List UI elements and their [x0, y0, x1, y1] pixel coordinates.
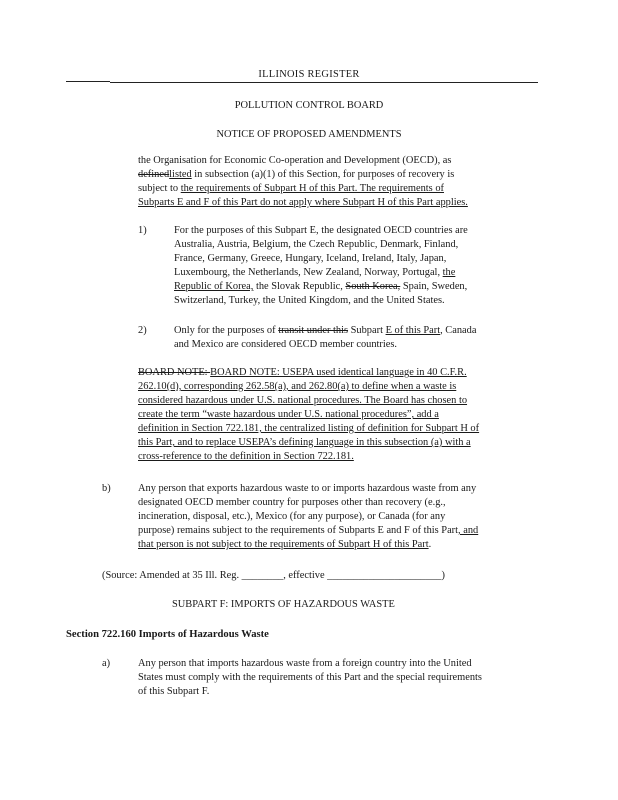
deleted-text: transit under this — [278, 325, 349, 336]
inserted-text: that person is not subject to the requirements of Subpart H of this Part — [138, 539, 429, 550]
source-note: (Source: Amended at 35 Ill. Reg. ________, effective ______________________) — [102, 570, 445, 581]
para-b-line-5 — [138, 538, 431, 552]
inserted-text: E of this Part — [385, 325, 441, 336]
item-1-line-4-a: Luxembourg, the Netherlands, New Zealand, Norway, Portugal, — [174, 267, 443, 278]
subpart-title: SUBPART F: IMPORTS OF HAZARDOUS WASTE — [172, 599, 395, 610]
intro-line-2-rest: in subsection (a)(1) of this Section, for purposes of recovery is — [191, 169, 455, 180]
para-b-line-1: Any person that exports hazardous waste to or imports hazardous waste from any — [138, 483, 477, 494]
inserted-text: the — [442, 267, 456, 278]
para-b-line-4 — [138, 524, 478, 538]
inserted-text: the requirements of Subpart H of this Part. The requirements of — [180, 183, 444, 194]
deleted-text: South Korea, — [345, 281, 401, 292]
item-1-line-3: France, Germany, Greece, Hungary, Iceland, Ireland, Italy, Japan, — [174, 253, 447, 264]
item-2-line-1-b: Subpart — [348, 325, 386, 336]
intro-line-3 — [138, 182, 444, 196]
intro-line-3-a: subject to — [138, 183, 181, 194]
para-b-line-4-a: purpose) remains subject to the requirements of Subparts E and F of this Part — [138, 525, 459, 536]
para-b-marker: b) — [102, 483, 111, 494]
inserted-text: Subparts E and F of this Part do not apply where Subpart H of this Part applies. — [138, 197, 468, 208]
board-note-line-4: create the term “waste hazardous under U.S. national procedures”, add a — [138, 409, 439, 420]
register-title: ILLINOIS REGISTER — [258, 69, 360, 80]
para-a-line-2: States must comply with the requirements of this Part and the special requirements — [138, 672, 482, 683]
board-note-line-6: this Part, and to replace USEPA’s defining language in this subsection (a) with a — [138, 437, 471, 448]
board-title: POLLUTION CONTROL BOARD — [234, 100, 384, 111]
para-b-line-3: incineration, disposal, etc.), Mexico (for any purpose), or Canada (for any — [138, 511, 446, 522]
item-1-line-5-b: the Slovak Republic, — [253, 281, 346, 292]
item-1-marker: 1) — [138, 225, 147, 236]
board-note-line-5: definition in Section 722.181, the centralized listing of definition for Subpart H of — [138, 423, 480, 434]
item-2-line-1 — [174, 324, 476, 338]
item-1-line-1: For the purposes of this Subpart E, the designated OECD countries are — [174, 225, 468, 236]
item-2-line-1-c: , Canada — [440, 325, 477, 336]
deleted-text: defined — [138, 169, 170, 180]
item-1-line-5 — [174, 280, 467, 294]
para-a-line-1: Any person that imports hazardous waste from a foreign country into the United — [138, 658, 472, 669]
inserted-text: listed — [169, 169, 192, 180]
deleted-text: BOARD NOTE: — [138, 367, 211, 378]
inserted-text: , and — [458, 525, 479, 536]
inserted-text: BOARD NOTE: USEPA used identical language in 40 C.F.R. — [210, 367, 467, 378]
board-note-line-7: cross-reference to the definition in Section 722.181. — [138, 451, 354, 462]
item-2-marker: 2) — [138, 325, 147, 336]
item-1-line-4 — [174, 266, 455, 280]
board-note-line-3: considered hazardous under U.S. national procedures. The Board has chosen to — [138, 395, 468, 406]
item-1-line-5-c: Spain, Sweden, — [400, 281, 468, 292]
para-b-line-2: designated OECD member country for purposes other than recovery (e.g., — [138, 497, 446, 508]
para-a-line-3: of this Subpart F. — [138, 686, 210, 697]
para-b-line-5-b: . — [428, 539, 432, 550]
intro-line-4 — [138, 196, 468, 210]
intro-line-2 — [138, 168, 454, 182]
intro-line-1: the Organisation for Economic Co-operation and Development (OECD), as — [138, 155, 452, 166]
board-note-line-2: 262.10(d), corresponding 262.58(a), and 262.80(a) to define when a waste is — [138, 381, 457, 392]
header-rule — [110, 82, 538, 83]
inserted-text: Republic of Korea, — [174, 281, 254, 292]
item-2-line-1-a: Only for the purposes of — [174, 325, 279, 336]
item-2-line-2: and Mexico are considered OECD member countries. — [174, 339, 398, 350]
notice-title: NOTICE OF PROPOSED AMENDMENTS — [216, 129, 402, 140]
board-note-line-1 — [138, 366, 467, 380]
section-heading: Section 722.160 Imports of Hazardous Waste — [66, 629, 269, 640]
para-a-marker: a) — [102, 658, 111, 669]
item-1-line-2: Australia, Austria, Belgium, the Czech Republic, Denmark, Finland, — [174, 239, 459, 250]
item-1-line-6: Switzerland, Turkey, the United Kingdom, and the United States. — [174, 295, 445, 306]
